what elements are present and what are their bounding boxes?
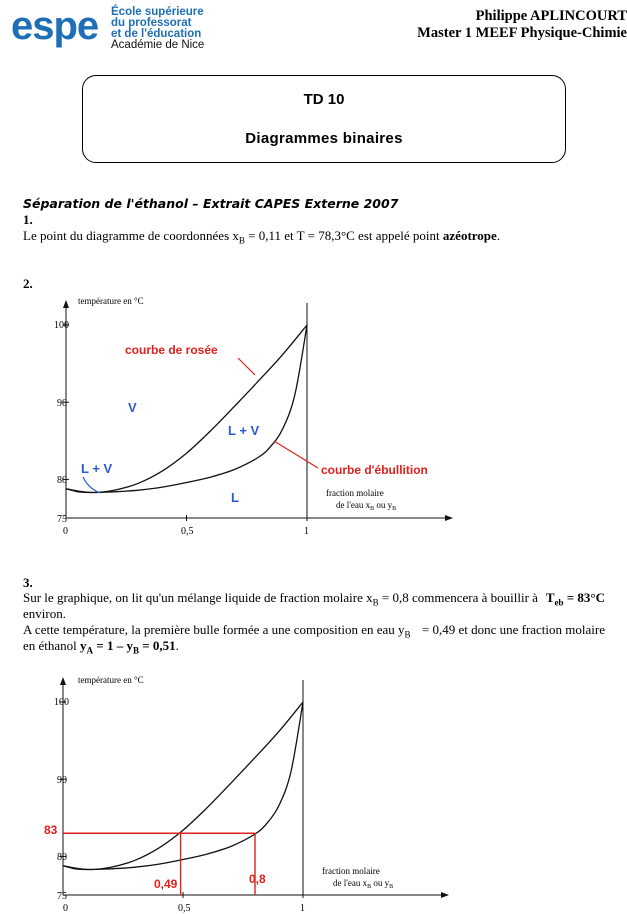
chart-2-ytick-100: 100 bbox=[54, 697, 69, 708]
x-axis-arrow-icon bbox=[445, 515, 453, 521]
binary-diagram-chart-1 bbox=[20, 288, 460, 540]
chart-2-ytick-80: 80 bbox=[57, 852, 67, 863]
chart-2-boiling-curve bbox=[63, 702, 303, 870]
chart-2-xtick-0: 0 bbox=[63, 903, 68, 914]
chart-1-axes bbox=[63, 300, 453, 521]
chart-2-y-axis-label: température en °C bbox=[78, 675, 144, 685]
logo-line-2: du professorat bbox=[111, 17, 192, 29]
chart-2-x-axis-label-line1: fraction molaire bbox=[322, 866, 380, 876]
author-name: Philippe APLINCOURT bbox=[475, 8, 627, 24]
course-name: Master 1 MEEF Physique-Chimie bbox=[417, 25, 627, 41]
chart-1-xtick-0-5: 0,5 bbox=[181, 526, 194, 537]
x-axis-arrow-icon bbox=[441, 892, 449, 898]
reading-temperature-label: 83 bbox=[44, 823, 58, 837]
chart-1-xtick-1: 1 bbox=[304, 526, 309, 537]
boiling-curve-pointer bbox=[274, 441, 318, 468]
chart-1-ytick-75: 75 bbox=[57, 514, 67, 525]
question-3-text: Sur le graphique, on lit qu'un mélange liquide de fraction molaire $x_B = 0,8$ commencera à bouillir à $T_{eb} = 83^\circ C$ environ. A cette température, la première bulle formée a une composition en eau $y_B$ = 0,49 et donc une fraction molaire en éthanol $y_A = 1 - y_B = 0,51$. bbox=[23, 590, 605, 656]
question-3-number: 3. bbox=[23, 575, 33, 590]
chart-2-x-axis-label-line2: de l'eau $x_B$ ou $y_B$ bbox=[333, 878, 394, 890]
region-lv-label: L + V bbox=[228, 423, 260, 438]
logo-line-4: Académie de Nice bbox=[111, 39, 205, 51]
chart-2-ytick-90: 90 bbox=[57, 775, 67, 786]
question-2-number: 2. bbox=[23, 276, 33, 291]
binary-diagram-chart-2 bbox=[20, 668, 460, 914]
region-v-label: V bbox=[128, 400, 137, 415]
section-title: Séparation de l'éthanol – Extrait CAPES Externe 2007 bbox=[23, 196, 399, 211]
boiling-curve-label: courbe d'ébullition bbox=[321, 463, 428, 477]
chart-2-dew-curve bbox=[63, 702, 303, 870]
y-axis-arrow-icon bbox=[60, 677, 66, 685]
chart-2-xtick-0-5: 0,5 bbox=[178, 903, 191, 914]
region-lv-left-label: L + V bbox=[81, 461, 113, 476]
chart-1-ytick-80: 80 bbox=[57, 475, 67, 486]
dew-curve-label: courbe de rosée bbox=[125, 343, 218, 357]
y-axis-arrow-icon bbox=[63, 300, 69, 308]
reading-xb-label: 0,8 bbox=[249, 872, 266, 886]
region-l-label: L bbox=[231, 490, 239, 505]
dew-curve-pointer bbox=[238, 358, 255, 375]
chart-2-xtick-1: 1 bbox=[300, 903, 305, 914]
td-title: TD 10 bbox=[303, 91, 345, 108]
chart-1-y-axis-label: température en °C bbox=[78, 296, 144, 306]
chart-1-x-axis-label-line1: fraction molaire bbox=[326, 488, 384, 498]
chart-1-ytick-100: 100 bbox=[54, 320, 69, 331]
reading-yb-label: 0,49 bbox=[154, 877, 178, 891]
espe-logo bbox=[5, 4, 205, 52]
logo-line-1: École supérieure bbox=[111, 6, 204, 18]
azeotrope-pointer bbox=[83, 477, 100, 493]
chart-1-x-axis-label-line2: de l'eau $x_B$ ou $y_B$ bbox=[336, 500, 397, 512]
question-1-number: 1. bbox=[23, 212, 33, 227]
td-subtitle: Diagrammes binaires bbox=[245, 130, 403, 147]
chart-1-xtick-0: 0 bbox=[63, 526, 68, 537]
chart-1-ytick-90: 90 bbox=[57, 398, 67, 409]
author-block bbox=[417, 8, 627, 42]
question-1-text: Le point du diagramme de coordonnées $x_B = 0,11$ et T = 78,3°C est appelé point azéotrope. bbox=[23, 228, 501, 246]
title-box bbox=[82, 75, 566, 163]
logo-wordmark: espe bbox=[11, 4, 99, 48]
logo-line-3: et de l'éducation bbox=[111, 28, 202, 40]
chart-2-ytick-75: 75 bbox=[57, 891, 67, 902]
